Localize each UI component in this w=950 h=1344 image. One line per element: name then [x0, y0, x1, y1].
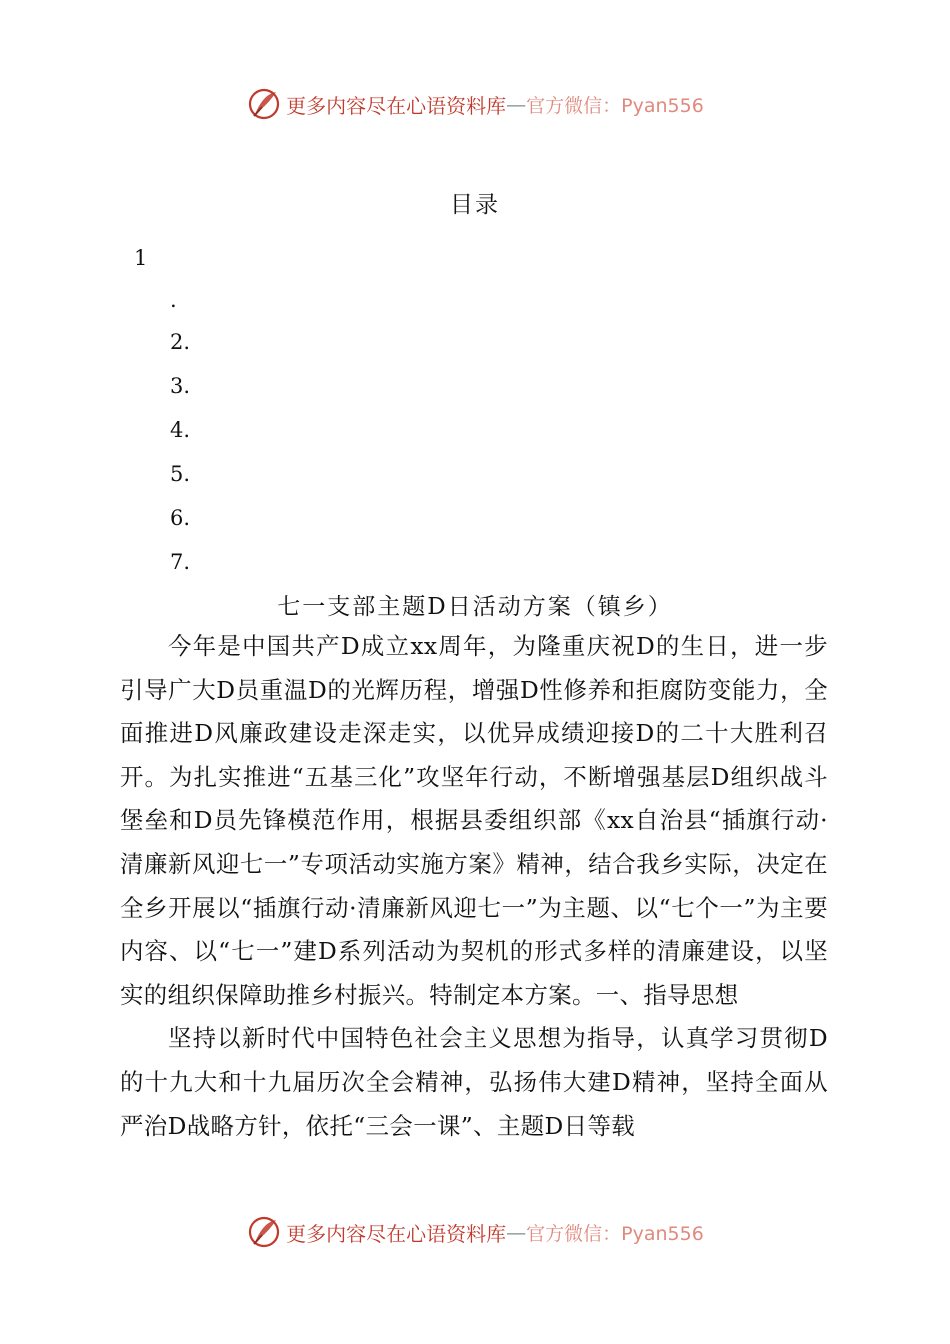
body-paragraph: 今年是中国共产D成立xx周年，为隆重庆祝D的生日，进一步引导广大D员重温D的光辉历程，增强D性修养和拒腐防变能力，全面推进D风廉政建设走深走实，以优异成绩迎接D的二十大胜利召开。为扎实推进“五基三化”攻坚年行动，不断增强基层D组织战斗堡垒和D员先锋模范作用，根据县委组织部《xx自治县“插旗行动·清廉新风迎七一”专项活动实施方案》精神，结合我乡实际，决定在全乡开展以“插旗行动·清廉新风迎七一”为主题、以“七个一”为主要内容、以“七一”建D系列活动为契机的形式多样的清廉建设，以坚实的组织保障助推乡村振兴。特制定本方案。一、指导思想 [120, 632, 828, 1009]
banner-separator: — [506, 92, 527, 116]
banner-contact: 官方微信：Pyan556 [526, 1222, 704, 1245]
banner-contact: 官方微信：Pyan556 [526, 94, 704, 117]
toc-item: 4. [170, 418, 191, 442]
toc-item: 3. [170, 374, 191, 398]
toc-title: 目录 [450, 192, 500, 218]
toc-item: 2. [170, 330, 191, 354]
toc-item: . [170, 288, 177, 312]
toc-item: 6. [170, 506, 191, 530]
banner-text: 更多内容尽在心语资料库 [286, 93, 507, 118]
document-body [120, 625, 828, 1148]
banner-separator: — [506, 1220, 527, 1244]
toc-item: 5. [170, 462, 191, 486]
toc-item: 7. [170, 550, 191, 574]
footer-banner [0, 1212, 950, 1252]
banner-text: 更多内容尽在心语资料库 [286, 1221, 507, 1246]
feather-logo-icon [246, 86, 282, 122]
document-title: 七一支部主题D日活动方案（镇乡） [277, 594, 673, 620]
feather-logo-icon [246, 1214, 282, 1250]
body-paragraph: 坚持以新时代中国特色社会主义思想为指导，认真学习贯彻D的十九大和十九届历次全会精神，弘扬伟大建D精神，坚持全面从严治D战略方针，依托“三会一课”、主题D日等载 [120, 1024, 828, 1140]
header-banner [0, 84, 950, 124]
toc-item: 1 [134, 246, 148, 270]
